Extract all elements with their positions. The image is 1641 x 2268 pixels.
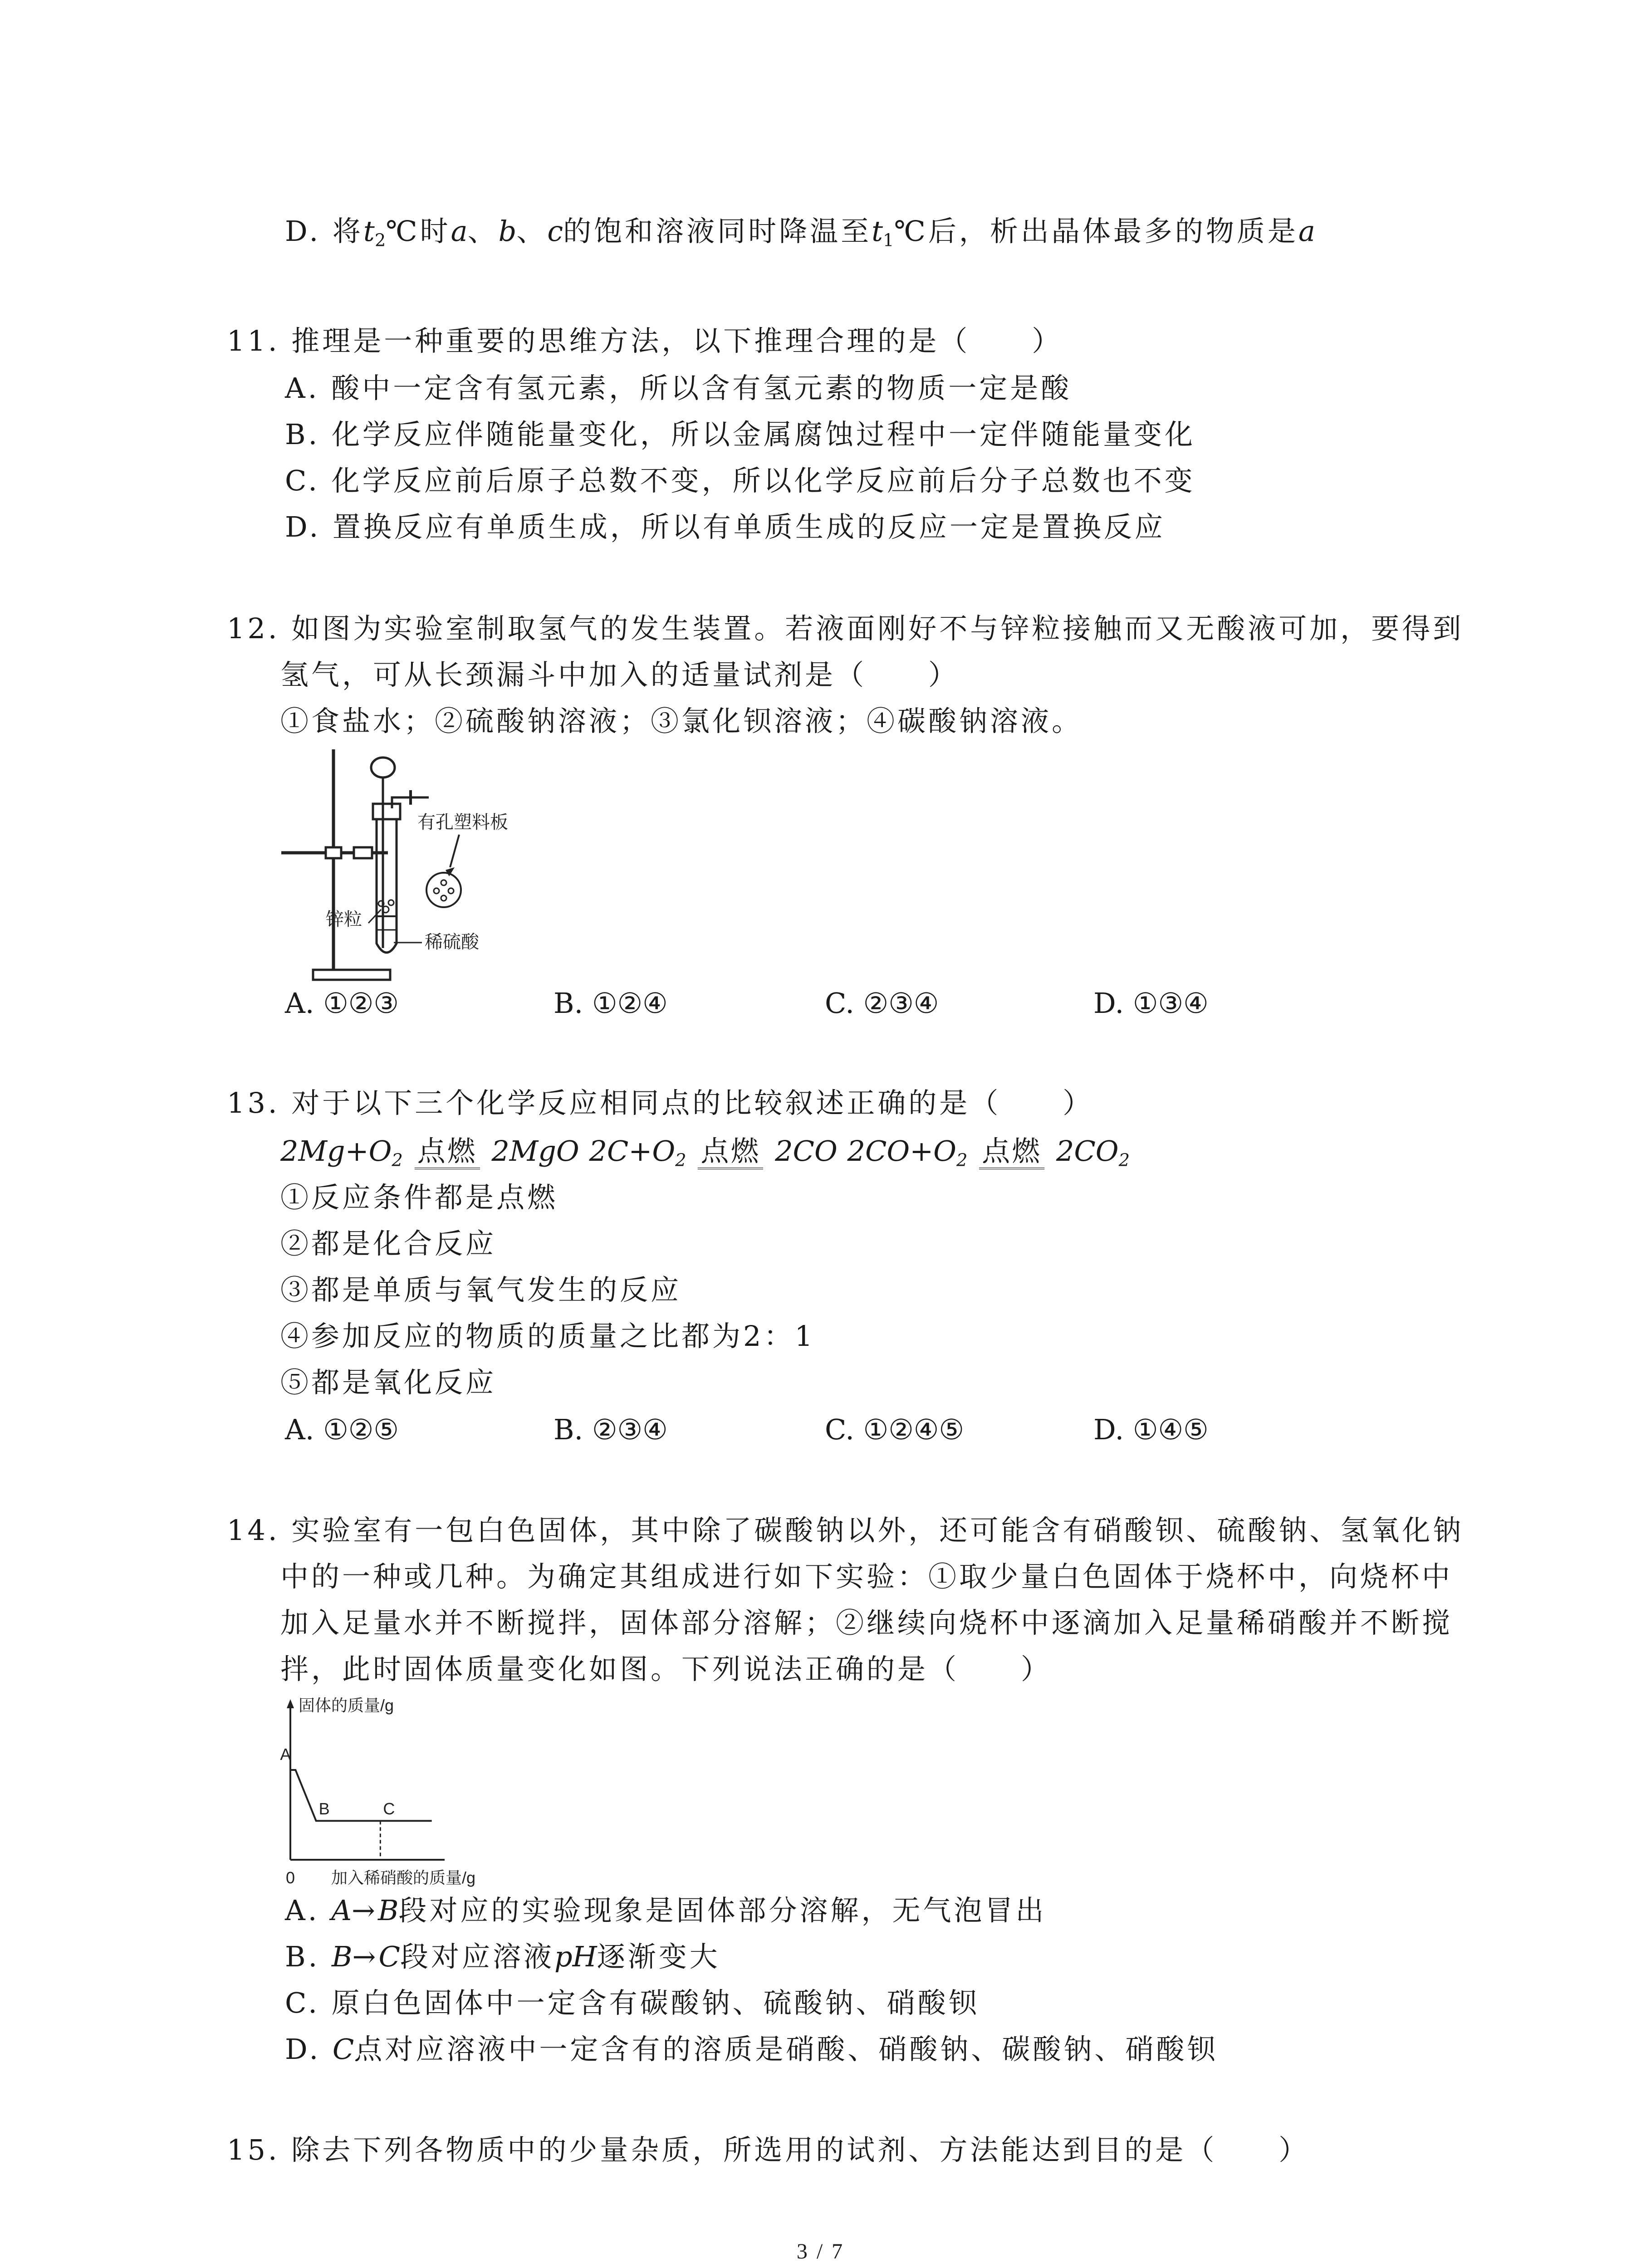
q10-d-a: a — [451, 215, 468, 248]
label-acid: 稀硫酸 — [425, 932, 479, 952]
mass-curve — [290, 1770, 432, 1821]
q14-d-prefix: D. — [285, 2033, 333, 2066]
q11-option-a: A. 酸中一定含有氢元素，所以含有氢元素的物质一定是酸 — [285, 371, 1072, 405]
y-axis-arrow — [287, 1699, 294, 1708]
label-plate: 有孔塑料板 — [417, 812, 508, 832]
q10-d-t1: t — [872, 215, 883, 248]
q14-stem-line1: 14. 实验室有一包白色固体，其中除了碳酸钠以外，还可能含有硝酸钡、硫酸钠、氢氧化钠 — [227, 1514, 1464, 1547]
eq3-product: 2CO — [1056, 1134, 1119, 1168]
q14-stem-line2: 中的一种或几种。为确定其组成进行如下实验：①取少量白色固体于烧杯中，向烧杯中 — [280, 1560, 1453, 1593]
q12-option-d[interactable]: D. ①③④ — [1093, 987, 1209, 1020]
q12-options — [285, 985, 1510, 1022]
q14-stem-line4: 拌，此时固体质量变化如图。下列说法正确的是（ ） — [280, 1652, 1052, 1686]
q14-d-c: C — [332, 2033, 354, 2066]
q13-statement-2: ②都是化合反应 — [280, 1227, 497, 1260]
y-axis-label: 固体的质量/g — [299, 1696, 394, 1715]
point-label-b: B — [318, 1799, 330, 1818]
q10-d-prefix: D. 将 — [285, 215, 363, 248]
q14-a-text: 段对应的实验现象是固体部分溶解，无气泡冒出 — [398, 1894, 1047, 1927]
q14-a-prefix: A. — [285, 1894, 332, 1927]
q11-option-c: C. 化学反应前后原子总数不变，所以化学反应前后分子总数也不变 — [285, 464, 1195, 497]
funnel-bowl — [371, 758, 395, 777]
page-number: 3 / 7 — [796, 2239, 845, 2263]
q10-d-b: b — [498, 215, 517, 248]
clamp-jaw — [354, 847, 372, 858]
eq2-reactants: 2C+O — [589, 1134, 676, 1168]
eq2-reactants-sub: 2 — [675, 1150, 686, 1171]
q14-option-d[interactable] — [285, 2031, 1218, 2068]
q10-d-mid: 的饱和溶液同时降温至 — [563, 215, 872, 248]
q15-stem: 15. 除去下列各物质中的少量杂质，所选用的试剂、方法能达到目的是（ ） — [227, 2133, 1310, 2166]
zinc-granule — [388, 900, 394, 905]
origin-label: 0 — [286, 1868, 295, 1887]
q13-statement-5: ⑤都是氧化反应 — [280, 1366, 497, 1399]
eq1-reactants-sub: 2 — [392, 1150, 403, 1171]
q13-statement-3: ③都是单质与氧气发生的反应 — [280, 1273, 682, 1306]
q10-d-t1-sub: 1 — [883, 230, 894, 251]
q13-equations — [280, 1133, 1130, 1169]
x-axis-label: 加入稀硝酸的质量/g — [331, 1868, 476, 1887]
q10-d-t2: t — [363, 215, 375, 248]
hydrogen-apparatus-figure — [272, 748, 563, 1002]
q10-d-sep1: 、 — [467, 215, 499, 248]
q12-option-c[interactable]: C. ②③④ — [825, 987, 939, 1020]
q13-stem: 13. 对于以下三个化学反应相同点的比较叙述正确的是（ ） — [227, 1086, 1094, 1119]
plate-hole — [441, 880, 446, 885]
q14-b-from: B — [331, 1940, 353, 1973]
q10-option-d — [285, 213, 1315, 249]
q14-mass-chart — [272, 1696, 526, 1887]
eq3-condition: 点燃 — [979, 1133, 1044, 1169]
plate-hole — [441, 895, 446, 901]
eq1-product: 2MgO — [491, 1134, 579, 1168]
eq3-reactants: 2CO+O — [847, 1134, 956, 1168]
q12-reagents: ①食盐水；②硫酸钠溶液；③氯化钡溶液；④碳酸钠溶液。 — [280, 704, 1083, 738]
q10-d-t2-sub: 2 — [374, 230, 386, 251]
label-zinc: 锌粒 — [326, 909, 362, 929]
q14-a-to: B — [377, 1894, 399, 1927]
q14-b-prefix: B. — [285, 1940, 332, 1973]
q14-option-c[interactable]: C. 原白色固体中一定含有碳酸钠、硫酸钠、硝酸钡 — [285, 1986, 980, 2019]
plate-hole — [448, 888, 454, 894]
stand-base — [313, 970, 390, 980]
q14-b-to: C — [378, 1940, 400, 1973]
q14-b-text1: 段对应溶液 — [400, 1940, 554, 1973]
q13-option-c[interactable]: C. ①②④⑤ — [825, 1413, 964, 1446]
eq3-reactants-sub: 2 — [956, 1150, 968, 1171]
point-label-a: A — [280, 1745, 291, 1764]
test-tube — [377, 812, 397, 953]
q14-b-ph: pH — [554, 1940, 597, 1973]
q11-option-b: B. 化学反应伴随能量变化，所以金属腐蚀过程中一定伴随能量变化 — [285, 418, 1195, 451]
eq1-condition: 点燃 — [415, 1133, 480, 1169]
q13-option-b[interactable]: B. ②③④ — [554, 1413, 668, 1446]
q13-options — [285, 1412, 1510, 1448]
q13-option-a[interactable]: A. ①②⑤ — [285, 1413, 399, 1446]
q10-d-end-a: a — [1298, 215, 1315, 248]
q13-option-d[interactable]: D. ①④⑤ — [1093, 1413, 1209, 1446]
q11-option-d: D. 置换反应有单质生成，所以有单质生成的反应一定是置换反应 — [285, 510, 1166, 543]
eq1-reactants: 2Mg+O — [280, 1134, 392, 1168]
eq2-product: 2CO — [775, 1134, 838, 1168]
plate-detail — [426, 873, 461, 907]
q12-option-a[interactable]: A. ①②③ — [285, 987, 399, 1020]
q14-d-text: 点对应溶液中一定含有的溶质是硝酸、硝酸钠、碳酸钠、硝酸钡 — [354, 2033, 1218, 2066]
q13-statement-1: ①反应条件都是点燃 — [280, 1181, 558, 1214]
plate-hole — [434, 888, 439, 894]
q14-option-a[interactable] — [285, 1892, 1047, 1929]
point-label-c: C — [383, 1799, 395, 1818]
q14-option-b[interactable] — [285, 1939, 720, 1975]
q10-d-sep2: 、 — [516, 215, 548, 248]
q12-option-b[interactable]: B. ①②④ — [554, 987, 668, 1020]
plate-arrow — [450, 835, 459, 867]
q14-a-arrow: → — [351, 1894, 378, 1927]
clamp-boss — [326, 847, 341, 858]
q10-d-unit2: ℃后，析出晶体最多的物质是 — [894, 215, 1298, 248]
q12-stem-line1: 12. 如图为实验室制取氢气的发生装置。若液面刚好不与锌粒接触而又无酸液可加，要得到 — [227, 612, 1464, 645]
chart-marks — [280, 1745, 431, 1860]
q14-b-text2: 逐渐变大 — [597, 1940, 720, 1973]
q14-a-from: A — [331, 1894, 352, 1927]
q10-d-c: c — [547, 215, 563, 248]
q14-b-arrow: → — [352, 1940, 379, 1973]
q10-d-unit1: ℃时 — [386, 215, 451, 248]
q14-stem-line3: 加入足量水并不断搅拌，固体部分溶解；②继续向烧杯中逐滴加入足量稀硝酸并不断搅 — [280, 1606, 1453, 1639]
q12-stem-line2: 氢气，可从长颈漏斗中加入的适量试剂是（ ） — [280, 658, 960, 691]
eq2-condition: 点燃 — [698, 1133, 763, 1169]
q13-statement-4: ④参加反应的物质的质量之比都为2：1 — [280, 1320, 815, 1353]
stopper — [373, 804, 400, 819]
q11-stem: 11. 推理是一种重要的思维方法，以下推理合理的是（ ） — [227, 324, 1063, 357]
eq3-product-sub: 2 — [1118, 1150, 1130, 1171]
